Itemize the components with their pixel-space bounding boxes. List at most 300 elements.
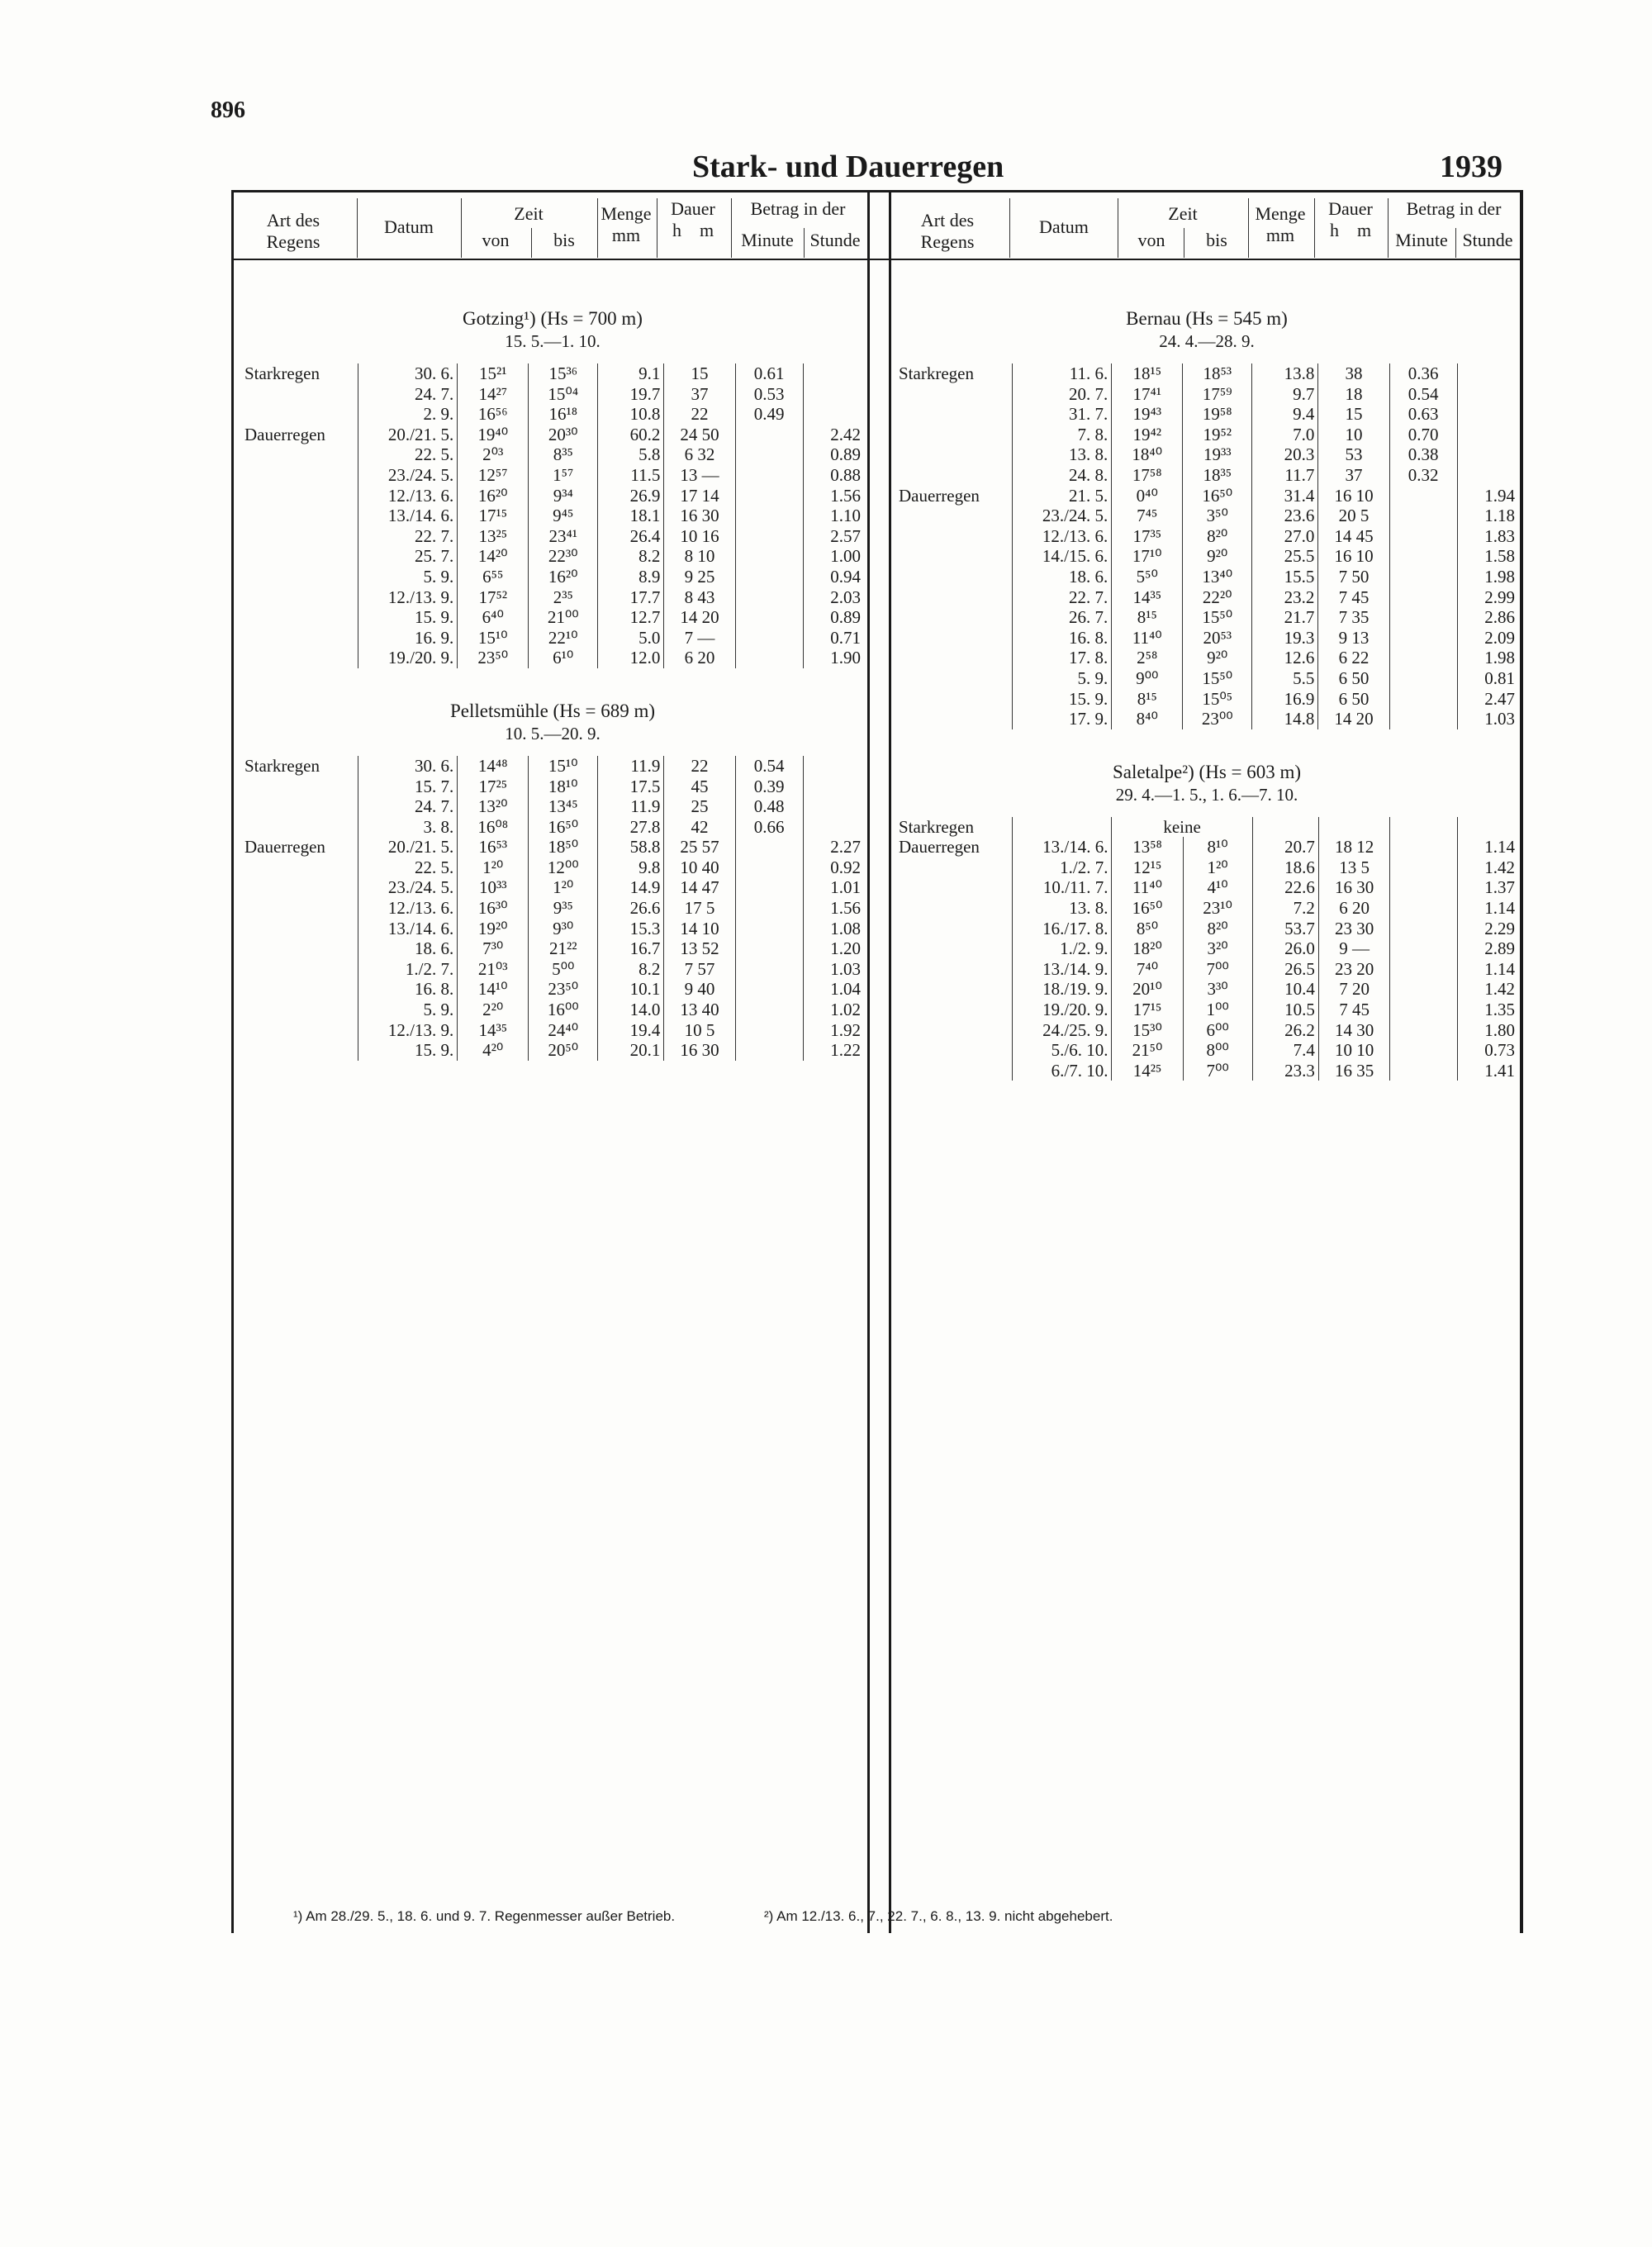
cell-men: 27.8 xyxy=(598,817,664,838)
cell-men: 11.7 xyxy=(1252,465,1318,486)
cell-std: 2.09 xyxy=(1457,628,1518,648)
cell-dat: 18./19. 9. xyxy=(1013,979,1112,1000)
table-row xyxy=(241,898,864,919)
cell-dat: 13./14. 6. xyxy=(358,919,458,939)
cell-std: 2.99 xyxy=(1457,587,1518,608)
cell-dau: 17 14 xyxy=(664,486,735,506)
cell-dat: 13. 8. xyxy=(1013,444,1112,465)
table-row xyxy=(241,756,864,777)
cell-min: 0.63 xyxy=(1389,404,1457,425)
cell-min: 0.54 xyxy=(735,756,803,777)
table-row xyxy=(895,465,1518,486)
row-type: Starkregen xyxy=(899,816,974,837)
cell-typ xyxy=(241,898,358,919)
table-row xyxy=(241,384,864,405)
cell-std: 1.42 xyxy=(1457,979,1518,1000)
cell-typ xyxy=(895,526,1013,547)
right-section-0-table xyxy=(895,363,1518,729)
cell-typ: Dauerregen xyxy=(899,837,980,857)
cell-min xyxy=(1390,959,1457,980)
cell-typ: Starkregen xyxy=(244,755,320,776)
table-row xyxy=(895,877,1518,898)
cell-men: 17.5 xyxy=(598,777,664,797)
header-bis: bis xyxy=(553,230,575,250)
table-row xyxy=(895,1061,1518,1081)
cell-std: 1.41 xyxy=(1457,1061,1518,1081)
cell-von: 14³⁵ xyxy=(458,1020,529,1041)
cell-bis: 3²⁰ xyxy=(1183,938,1252,959)
table-row xyxy=(241,465,864,486)
cell-min xyxy=(735,465,803,486)
table-row xyxy=(241,1000,864,1020)
cell-typ xyxy=(895,506,1013,526)
header-minute: Minute xyxy=(741,230,794,250)
cell-bis: 1⁰⁰ xyxy=(1183,1000,1252,1020)
cell-von: 10³³ xyxy=(458,877,529,898)
table-row xyxy=(895,689,1518,710)
cell-std xyxy=(1457,425,1518,445)
cell-typ xyxy=(895,587,1013,608)
cell-von: 5⁵⁰ xyxy=(1112,567,1183,587)
cell-std: 2.29 xyxy=(1457,919,1518,939)
cell-men: 20.3 xyxy=(1252,444,1318,465)
cell-von: 15¹⁰ xyxy=(458,628,529,648)
cell-std: 1.04 xyxy=(803,979,864,1000)
footnote-left: ¹) Am 28./29. 5., 18. 6. und 9. 7. Regenmesser außer Betrieb. xyxy=(293,1908,676,1924)
cell-dau: 16 10 xyxy=(1318,546,1389,567)
cell-bis: 19⁵² xyxy=(1183,425,1252,445)
cell-typ xyxy=(895,898,1013,919)
cell-bis: 18⁵³ xyxy=(1183,363,1252,384)
cell-min xyxy=(1389,486,1457,506)
cell-dat: 23./24. 5. xyxy=(358,877,458,898)
right-section-0-station-title: Bernau (Hs = 545 m) xyxy=(1126,308,1288,329)
cell-men: 19.4 xyxy=(598,1020,664,1041)
cell-von: 14⁴⁸ xyxy=(458,756,529,777)
cell-dau: 13 5 xyxy=(1318,857,1389,878)
cell-std: 1.22 xyxy=(803,1040,864,1061)
cell-typ xyxy=(895,877,1013,898)
table-row xyxy=(895,546,1518,567)
cell-bis: 22³⁰ xyxy=(529,546,598,567)
cell-von: 17³⁵ xyxy=(1112,526,1183,547)
cell-men: 26.0 xyxy=(1252,938,1318,959)
cell-von: 17⁵⁸ xyxy=(1112,465,1183,486)
cell-bis: 23⁵⁰ xyxy=(529,979,598,1000)
table-row xyxy=(895,817,1518,838)
cell-std: 1.94 xyxy=(1457,486,1518,506)
cell-dat: 23./24. 5. xyxy=(1013,506,1112,526)
cell-min xyxy=(735,979,803,1000)
cell-men: 27.0 xyxy=(1252,526,1318,547)
cell-men: 26.9 xyxy=(598,486,664,506)
cell-von: 17⁴¹ xyxy=(1112,384,1183,405)
table-row xyxy=(241,796,864,817)
cell-typ xyxy=(241,444,358,465)
cell-bis: 15¹⁰ xyxy=(529,756,598,777)
cell-typ xyxy=(241,506,358,526)
cell-bis: 6¹⁰ xyxy=(529,648,598,668)
cell-bis: 1⁵⁷ xyxy=(529,465,598,486)
page-number: 896 xyxy=(211,97,245,123)
cell-dau: 13 — xyxy=(664,465,735,486)
cell-min xyxy=(735,1040,803,1061)
cell-men: 10.5 xyxy=(1252,1000,1318,1020)
cell-bis: 1²⁰ xyxy=(1183,857,1252,878)
cell-von: 17¹⁵ xyxy=(1112,1000,1183,1020)
table-row xyxy=(895,363,1518,384)
table-row xyxy=(241,628,864,648)
cell-men: 11.9 xyxy=(598,796,664,817)
cell-dau: 13 40 xyxy=(664,1000,735,1020)
cell-typ xyxy=(241,587,358,608)
cell-min: 0.54 xyxy=(1389,384,1457,405)
cell-std: 1.14 xyxy=(1457,959,1518,980)
cell-std xyxy=(1457,363,1518,384)
cell-min xyxy=(1390,857,1457,878)
cell-bis: 16⁵⁰ xyxy=(529,817,598,838)
cell-min xyxy=(735,1020,803,1041)
cell-men: 5.5 xyxy=(1252,668,1318,689)
cell-dat: 15. 9. xyxy=(1013,689,1112,710)
cell-min xyxy=(735,857,803,878)
cell-dat: 12./13. 9. xyxy=(358,587,458,608)
cell-men: 31.4 xyxy=(1252,486,1318,506)
cell-bis: 8¹⁰ xyxy=(1183,837,1252,857)
cell-dau: 10 xyxy=(1318,425,1389,445)
cell-dau: 6 50 xyxy=(1318,668,1389,689)
cell-typ xyxy=(241,857,358,878)
header-dauer: Dauer h m xyxy=(671,198,715,240)
cell-std: 1.58 xyxy=(1457,546,1518,567)
cell-men: 19.3 xyxy=(1252,628,1318,648)
cell-dat: 20./21. 5. xyxy=(358,837,458,857)
table-row xyxy=(895,979,1518,1000)
cell-min xyxy=(735,648,803,668)
cell-std: 0.71 xyxy=(803,628,864,648)
cell-min xyxy=(735,919,803,939)
table-row xyxy=(241,363,864,384)
cell-std: 1.03 xyxy=(1457,709,1518,729)
cell-bis: 9³⁵ xyxy=(529,898,598,919)
header-stunde-right: Stunde xyxy=(1462,230,1513,250)
cell-von: 18²⁰ xyxy=(1112,938,1183,959)
cell-von: 13²⁵ xyxy=(458,526,529,547)
cell-dat: 2. 9. xyxy=(358,404,458,425)
table-row xyxy=(895,938,1518,959)
header-zeit: Zeit xyxy=(514,203,544,224)
cell-std: 1.18 xyxy=(1457,506,1518,526)
cell-von: 2⁰³ xyxy=(458,444,529,465)
cell-typ xyxy=(241,938,358,959)
cell-bis: 20⁵⁰ xyxy=(529,1040,598,1061)
cell-dau: 25 57 xyxy=(664,837,735,857)
cell-men: 10.1 xyxy=(598,979,664,1000)
cell-min xyxy=(1390,919,1457,939)
cell-dau: 7 20 xyxy=(1318,979,1389,1000)
cell-min xyxy=(735,607,803,628)
cell-men: 9.7 xyxy=(1252,384,1318,405)
cell-men: 10.4 xyxy=(1252,979,1318,1000)
cell-typ xyxy=(895,1020,1013,1041)
header-menge: Menge mm xyxy=(601,203,652,245)
cell-dau: 10 5 xyxy=(664,1020,735,1041)
cell-dat: 1./2. 7. xyxy=(358,959,458,980)
table-row xyxy=(241,777,864,797)
cell-men: 15.3 xyxy=(598,919,664,939)
cell-von: 19⁴⁰ xyxy=(458,425,529,445)
cell-bis: 7⁰⁰ xyxy=(1183,1061,1252,1081)
cell-min: 0.53 xyxy=(735,384,803,405)
cell-bis: 15⁵⁰ xyxy=(1183,668,1252,689)
cell-dau: 16 30 xyxy=(664,1040,735,1061)
table-row xyxy=(895,1000,1518,1020)
cell-typ xyxy=(895,465,1013,486)
cell-von: 8¹⁵ xyxy=(1112,689,1183,710)
cell-min xyxy=(1390,1000,1457,1020)
table-row xyxy=(895,444,1518,465)
cell-dau: 13 52 xyxy=(664,938,735,959)
cell-von: 7⁴⁵ xyxy=(1112,506,1183,526)
cell-dat: 16./17. 8. xyxy=(1013,919,1112,939)
cell-dau: 6 22 xyxy=(1318,648,1389,668)
cell-dat: 16. 8. xyxy=(358,979,458,1000)
cell-min xyxy=(1389,668,1457,689)
table-row xyxy=(895,587,1518,608)
header-bis-right: bis xyxy=(1206,230,1227,250)
table-row xyxy=(241,486,864,506)
table-row xyxy=(241,546,864,567)
cell-typ xyxy=(895,709,1013,729)
cell-typ xyxy=(241,777,358,797)
table-row xyxy=(895,425,1518,445)
cell-dat: 15. 9. xyxy=(358,607,458,628)
cell-min xyxy=(735,546,803,567)
cell-dau: 10 10 xyxy=(1318,1040,1389,1061)
cell-typ xyxy=(241,486,358,506)
table-row xyxy=(895,1040,1518,1061)
cell-typ xyxy=(241,979,358,1000)
cell-dau: 17 5 xyxy=(664,898,735,919)
cell-men: 16.7 xyxy=(598,938,664,959)
cell-dat: 25. 7. xyxy=(358,546,458,567)
cell-von: 12¹⁵ xyxy=(1112,857,1183,878)
cell-von: 23⁵⁰ xyxy=(458,648,529,668)
table-row xyxy=(895,857,1518,878)
cell-std: 1.42 xyxy=(1457,857,1518,878)
cell-min xyxy=(1390,837,1457,857)
cell-men: 14.0 xyxy=(598,1000,664,1020)
header-menge-right: Menge mm xyxy=(1255,203,1306,245)
cell-dat: 12./13. 9. xyxy=(358,1020,458,1041)
cell-bis: 6⁰⁰ xyxy=(1183,1020,1252,1041)
table-row xyxy=(895,837,1518,857)
cell-men: 26.2 xyxy=(1252,1020,1318,1041)
cell-typ: Dauerregen xyxy=(244,837,325,857)
header-stunde: Stunde xyxy=(809,230,861,250)
cell-von: 18¹⁵ xyxy=(1112,363,1183,384)
cell-von: 17¹⁵ xyxy=(458,506,529,526)
cell-von: 13⁵⁸ xyxy=(1112,837,1183,857)
cell-std: 2.27 xyxy=(803,837,864,857)
table-row xyxy=(895,567,1518,587)
table-row xyxy=(895,506,1518,526)
cell-men: 23.3 xyxy=(1252,1061,1318,1081)
cell-bis: 24⁴⁰ xyxy=(529,1020,598,1041)
cell-bis: 13⁴⁵ xyxy=(529,796,598,817)
cell-bis: 16⁵⁰ xyxy=(1183,486,1252,506)
cell-bis: 8³⁵ xyxy=(529,444,598,465)
cell-min: 0.49 xyxy=(735,404,803,425)
cell-min: 0.61 xyxy=(735,363,803,384)
cell-bis: 22²⁰ xyxy=(1183,587,1252,608)
cell-men: 11.9 xyxy=(598,756,664,777)
cell-std: 0.73 xyxy=(1457,1040,1518,1061)
cell-men: 18.1 xyxy=(598,506,664,526)
cell-von: 19²⁰ xyxy=(458,919,529,939)
cell-men: 12.6 xyxy=(1252,648,1318,668)
cell-typ xyxy=(241,567,358,587)
cell-min xyxy=(1389,607,1457,628)
table-row xyxy=(895,1020,1518,1041)
cell-min xyxy=(1390,1061,1457,1081)
cell-typ xyxy=(895,1061,1013,1081)
cell-von: 19⁴² xyxy=(1112,425,1183,445)
cell-min xyxy=(1389,546,1457,567)
cell-std: 0.92 xyxy=(803,857,864,878)
cell-von: 11⁴⁰ xyxy=(1112,877,1183,898)
cell-min xyxy=(735,877,803,898)
cell-typ xyxy=(241,1040,358,1061)
cell-bis: 9⁴⁵ xyxy=(529,506,598,526)
cell-bis: 8²⁰ xyxy=(1183,919,1252,939)
cell-typ xyxy=(895,425,1013,445)
cell-men: 14.9 xyxy=(598,877,664,898)
cell-bis: 3³⁰ xyxy=(1183,979,1252,1000)
cell-typ xyxy=(895,919,1013,939)
cell-typ xyxy=(895,444,1013,465)
cell-std xyxy=(1457,404,1518,425)
table-row xyxy=(241,857,864,878)
cell-min xyxy=(1389,526,1457,547)
cell-typ xyxy=(241,404,358,425)
cell-dau: 15 xyxy=(1318,404,1389,425)
cell-dat: 7. 8. xyxy=(1013,425,1112,445)
left-section-1-station-title: Pelletsmühle (Hs = 689 m) xyxy=(449,700,656,721)
table-row xyxy=(241,587,864,608)
cell-von: 4²⁰ xyxy=(458,1040,529,1061)
cell-min xyxy=(1390,898,1457,919)
cell-dau: 38 xyxy=(1318,363,1389,384)
cell-std: 2.42 xyxy=(803,425,864,445)
cell-von: 16⁰⁸ xyxy=(458,817,529,838)
cell-std xyxy=(803,796,864,817)
cell-dat: 30. 6. xyxy=(358,363,458,384)
cell-dat: 1./2. 7. xyxy=(1013,857,1112,878)
cell-min: 0.32 xyxy=(1389,465,1457,486)
cell-std: 0.89 xyxy=(803,607,864,628)
cell-dat: 1./2. 9. xyxy=(1013,938,1112,959)
cell-bis: 1²⁰ xyxy=(529,877,598,898)
cell-typ xyxy=(895,959,1013,980)
cell-min xyxy=(1389,709,1457,729)
cell-dau: 23 20 xyxy=(1318,959,1389,980)
table-row xyxy=(895,486,1518,506)
cell-dat: 24. 7. xyxy=(358,796,458,817)
cell-min xyxy=(735,587,803,608)
cell-men: 20.7 xyxy=(1252,837,1318,857)
cell-dat: 22. 7. xyxy=(358,526,458,547)
cell-men: 26.5 xyxy=(1252,959,1318,980)
cell-typ xyxy=(241,628,358,648)
cell-dau: 10 40 xyxy=(664,857,735,878)
cell-dau: 9 13 xyxy=(1318,628,1389,648)
cell-min xyxy=(735,1000,803,1020)
cell-dat: 30. 6. xyxy=(358,756,458,777)
cell-men: 17.7 xyxy=(598,587,664,608)
cell-typ xyxy=(895,1040,1013,1061)
cell-min xyxy=(1389,628,1457,648)
cell-std: 2.47 xyxy=(1457,689,1518,710)
cell-typ xyxy=(241,648,358,668)
cell-bis: 8⁰⁰ xyxy=(1183,1040,1252,1061)
right-panel xyxy=(895,307,1518,1112)
cell-std: 0.89 xyxy=(803,444,864,465)
cell-std: 1.56 xyxy=(803,898,864,919)
cell-typ xyxy=(895,628,1013,648)
cell-von: 17¹⁰ xyxy=(1112,546,1183,567)
left-section-0-station-title: Gotzing¹) (Hs = 700 m) xyxy=(463,308,643,329)
cell-dau: 7 50 xyxy=(1318,567,1389,587)
left-section-0-period: 15. 5.—1. 10. xyxy=(505,331,601,351)
cell-dau: 14 20 xyxy=(664,607,735,628)
cell-min xyxy=(1389,689,1457,710)
cell-dau: 37 xyxy=(1318,465,1389,486)
cell-men: 5.0 xyxy=(598,628,664,648)
left-section-1-table xyxy=(241,756,864,1061)
table-row xyxy=(241,959,864,980)
table-row xyxy=(241,919,864,939)
cell-bis: 18¹⁰ xyxy=(529,777,598,797)
cell-dau: 6 50 xyxy=(1318,689,1389,710)
cell-men: 14.8 xyxy=(1252,709,1318,729)
cell-typ xyxy=(241,607,358,628)
cell-std xyxy=(1457,444,1518,465)
cell-von: 1²⁰ xyxy=(458,857,529,878)
cell-typ xyxy=(895,567,1013,587)
right-section-0-period: 24. 4.—28. 9. xyxy=(1159,331,1255,351)
table-row xyxy=(241,404,864,425)
table-row xyxy=(241,837,864,857)
cell-typ xyxy=(241,817,358,838)
cell-dau: 6 32 xyxy=(664,444,735,465)
cell-men: 21.7 xyxy=(1252,607,1318,628)
cell-std xyxy=(803,363,864,384)
right-section-1-table xyxy=(895,817,1518,1081)
cell-men: 7.0 xyxy=(1252,425,1318,445)
cell-dau: 9 40 xyxy=(664,979,735,1000)
table-row xyxy=(241,938,864,959)
cell-dau: 7 35 xyxy=(1318,607,1389,628)
cell-men: 20.1 xyxy=(598,1040,664,1061)
table-row xyxy=(241,506,864,526)
cell-std: 2.57 xyxy=(803,526,864,547)
header-zeit-right: Zeit xyxy=(1168,203,1198,224)
cell-min xyxy=(735,898,803,919)
cell-dat: 24. 7. xyxy=(358,384,458,405)
cell-dau: 14 47 xyxy=(664,877,735,898)
page-year: 1939 xyxy=(1440,150,1502,184)
